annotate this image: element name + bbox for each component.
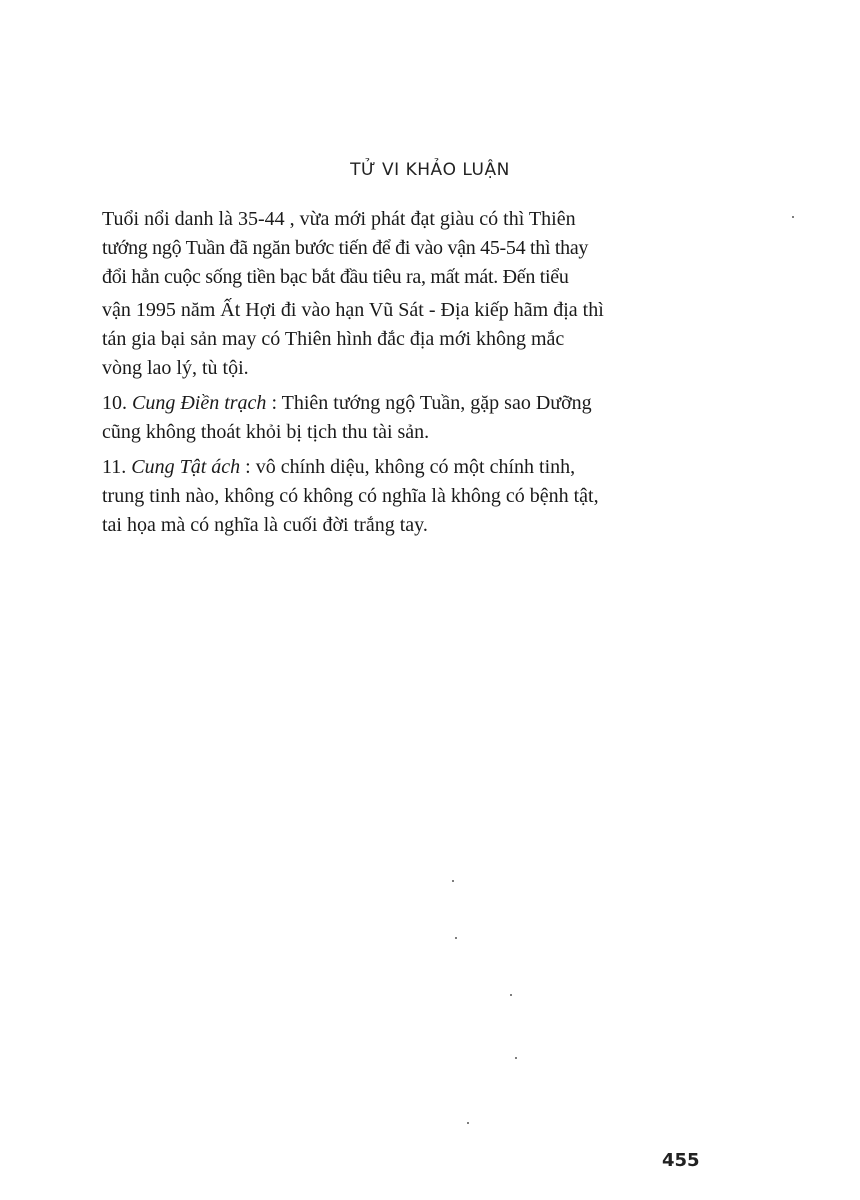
text-line: tán gia bại sản may có Thiên hình đắc địa mới không mắc	[102, 328, 565, 350]
text-run: : Thiên tướng ngộ Tuần, gặp sao Dưỡng	[266, 392, 592, 414]
text-line: Tuổi nổi danh là 35-44 , vừa mới phát đạt giàu có thì Thiên	[102, 208, 576, 230]
item-number: 10.	[102, 392, 127, 414]
paragraph-cung-dien-trach	[102, 389, 712, 447]
scan-speck	[455, 937, 457, 939]
text-line: vận 1995 năm Ất Hợi đi vào hạn Vũ Sát - Địa kiếp hãm địa thì	[102, 299, 604, 321]
text-line	[102, 453, 712, 482]
item-number: 11.	[102, 456, 127, 478]
scan-speck	[792, 216, 794, 218]
text-line	[102, 389, 712, 418]
text-line: đổi hẳn cuộc sống tiền bạc bắt đầu tiêu ra, mất mát. Đến tiểu	[102, 266, 569, 288]
scan-speck	[452, 880, 454, 882]
scan-speck	[467, 1122, 469, 1124]
text-line: vòng lao lý, tù tội.	[102, 357, 249, 379]
page-number: 455	[662, 1150, 700, 1171]
text-line: tướng ngộ Tuần đã ngăn bước tiến để đi vào vận 45-54 thì thay	[102, 237, 589, 259]
text-line: cũng không thoát khỏi bị tịch thu tài sản.	[102, 421, 430, 443]
text-run: : vô chính diệu, không có một chính tinh,	[240, 456, 576, 478]
scan-speck	[510, 994, 512, 996]
text-line: tai họa mà có nghĩa là cuối đời trắng tay.	[102, 514, 428, 536]
section-heading: Cung Tật ách	[131, 456, 241, 478]
page-body	[102, 205, 712, 546]
paragraph-intro	[102, 205, 712, 383]
scan-speck	[515, 1057, 517, 1059]
section-heading: Cung Điền trạch	[132, 392, 267, 414]
paragraph-cung-tat-ach	[102, 453, 712, 540]
running-header: TỬ VI KHẢO LUẬN	[350, 160, 510, 180]
text-line: trung tinh nào, không có không có nghĩa là không có bệnh tật,	[102, 485, 599, 507]
